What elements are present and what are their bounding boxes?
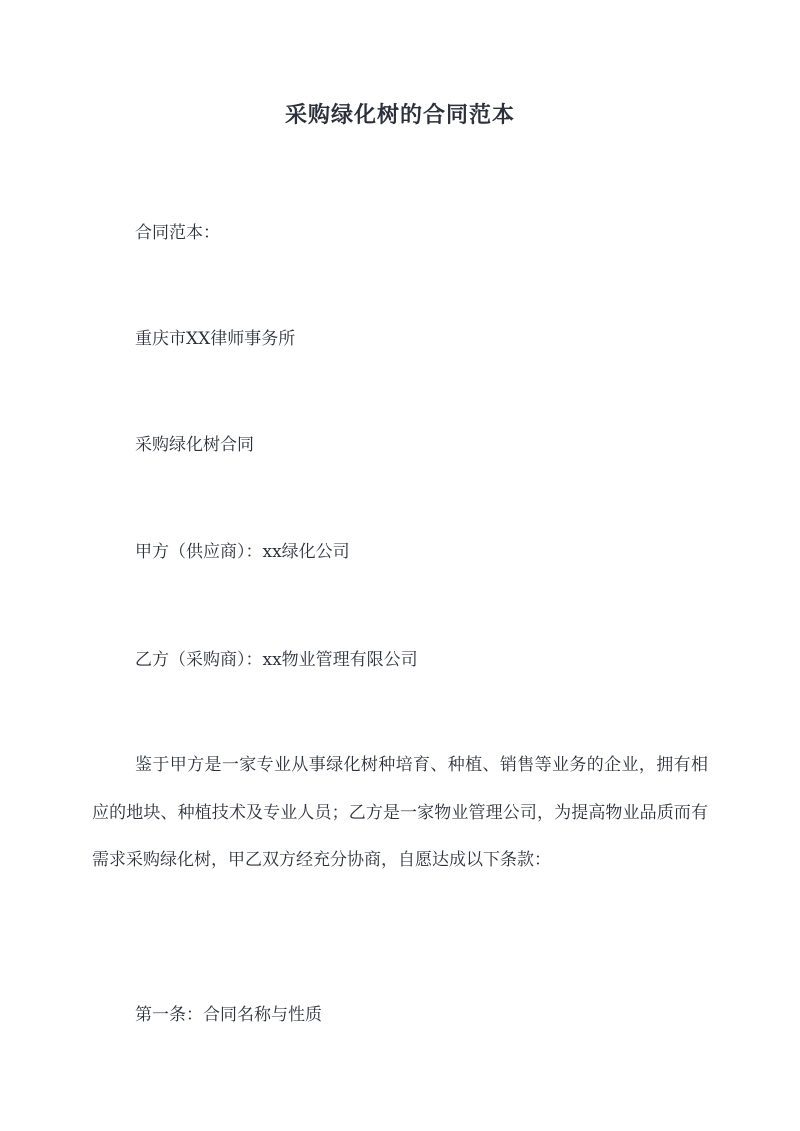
- document-title: 采购绿化树的合同范本: [284, 102, 515, 128]
- contract-name-line: 采购绿化树合同: [135, 435, 254, 455]
- intro-line: 合同范本：: [135, 223, 220, 243]
- preamble-paragraph: 鉴于甲方是一家专业从事绿化树种培育、种植、销售等业务的企业，拥有相应的地块、种植技术及专业人员；乙方是一家物业管理公司，为提高物业品质而有需求采购绿化树，甲乙双方经充分协商，自愿达成以下条款：: [92, 755, 708, 870]
- law-firm-line: 重庆市XX律师事务所: [135, 329, 296, 349]
- article-1-heading: 第一条：合同名称与性质: [135, 1005, 322, 1025]
- party-b-line: 乙方（采购商）：xx物业管理有限公司: [135, 650, 418, 670]
- party-a-line: 甲方（供应商）：xx绿化公司: [135, 542, 350, 562]
